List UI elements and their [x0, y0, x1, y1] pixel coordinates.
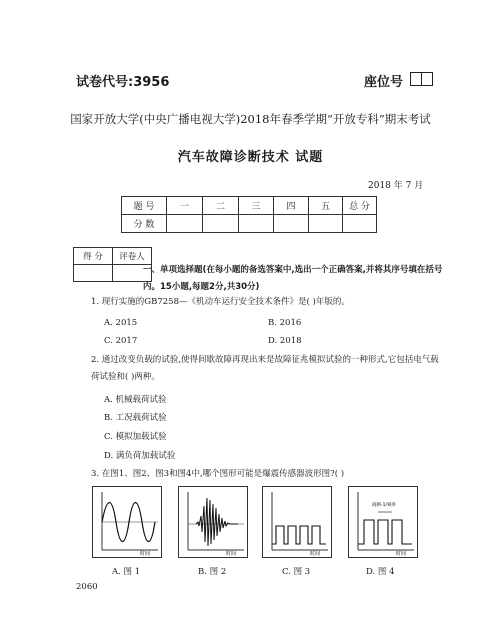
seat-box-2[interactable]: [421, 72, 433, 86]
figure-4-axis-label: 时间: [396, 551, 407, 557]
exam-date: 2018 年 7 月: [368, 181, 424, 191]
score-header-cell: 五: [309, 197, 343, 215]
question-1-option-b[interactable]: B. 2016: [268, 318, 302, 328]
score-row-label: 分 数: [122, 215, 167, 233]
score-table: [121, 196, 377, 233]
page-number: 2060: [76, 582, 98, 592]
figure-3-axis-label: 时间: [310, 551, 321, 557]
question-2-option-d[interactable]: D. 满负荷加载试验: [104, 451, 176, 461]
score-cell[interactable]: [203, 215, 239, 233]
figure-2-axis-label: 时间: [226, 551, 237, 557]
question-3-option-a[interactable]: A. 图 1: [112, 567, 141, 577]
score-header-cell: 四: [274, 197, 309, 215]
question-3-stem: 3. 在图1、图2、图3和图4中,哪个图形可能是爆震传感器波形图?( ): [91, 469, 345, 479]
score-cell[interactable]: [167, 215, 203, 233]
question-2-option-c[interactable]: C. 模拟加载试验: [104, 432, 167, 442]
figure-4-pulse-waveform: [348, 486, 418, 558]
figure-4-annotation: 间断-1/频率: [372, 503, 397, 508]
question-1-stem: 1. 现行实施的GB7258—《机动车运行安全技术条件》是( )年版的。: [91, 297, 350, 307]
figure-1-axis-label: 时间: [140, 551, 151, 557]
grader-score-label: 得 分: [74, 248, 113, 265]
section-heading: 一、单项选择题(在每小题的备选答案中,选出一个正确答案,并将其序号填在括号内。15小题,每题2分,共30分): [143, 265, 443, 292]
question-3-option-c[interactable]: C. 图 3: [282, 567, 311, 577]
question-2-option-b[interactable]: B. 工况载荷试验: [104, 413, 167, 423]
exam-title: 国家开放大学(中央广播电视大学)2018年春季学期“开放专科”期末考试: [70, 112, 431, 126]
score-cell[interactable]: [239, 215, 274, 233]
grader-score-cell[interactable]: [74, 265, 113, 282]
score-cell[interactable]: [274, 215, 309, 233]
question-2-option-a[interactable]: A. 机械载荷试验: [104, 395, 167, 405]
score-header-cell: 总 分: [343, 197, 377, 215]
subject-title: 汽车故障诊断技术 试题: [177, 150, 324, 165]
score-table-score-row: [122, 215, 377, 233]
score-cell[interactable]: [309, 215, 343, 233]
grader-table: [73, 247, 152, 282]
score-header-cell: 三: [239, 197, 274, 215]
question-3-option-b[interactable]: B. 图 2: [198, 567, 227, 577]
score-table-header-row: [122, 197, 377, 215]
figure-2-knock-waveform: [178, 486, 248, 558]
question-1-option-a[interactable]: A. 2015: [104, 318, 138, 328]
seat-number-label: 座位号: [364, 75, 404, 90]
figure-3-pulse-waveform: [262, 486, 332, 558]
question-2-stem: 2. 通过改变负载的试验,使得间歇故障再现出来是故障征兆模拟试验的一种形式,它包括电气载荷试验和( )两种。: [91, 355, 439, 382]
score-cell[interactable]: [343, 215, 377, 233]
figure-1-sine-waveform: [92, 486, 162, 558]
exam-code: 试卷代号:3956: [76, 75, 170, 90]
score-header-cell: 二: [203, 197, 239, 215]
question-1-option-d[interactable]: D. 2018: [268, 336, 302, 346]
score-header-cell: 一: [167, 197, 203, 215]
question-1-option-c[interactable]: C. 2017: [104, 336, 138, 346]
grader-name-label: 评卷人: [113, 248, 152, 265]
question-3-option-d[interactable]: D. 图 4: [366, 567, 395, 577]
score-header-cell: 题 号: [122, 197, 167, 215]
